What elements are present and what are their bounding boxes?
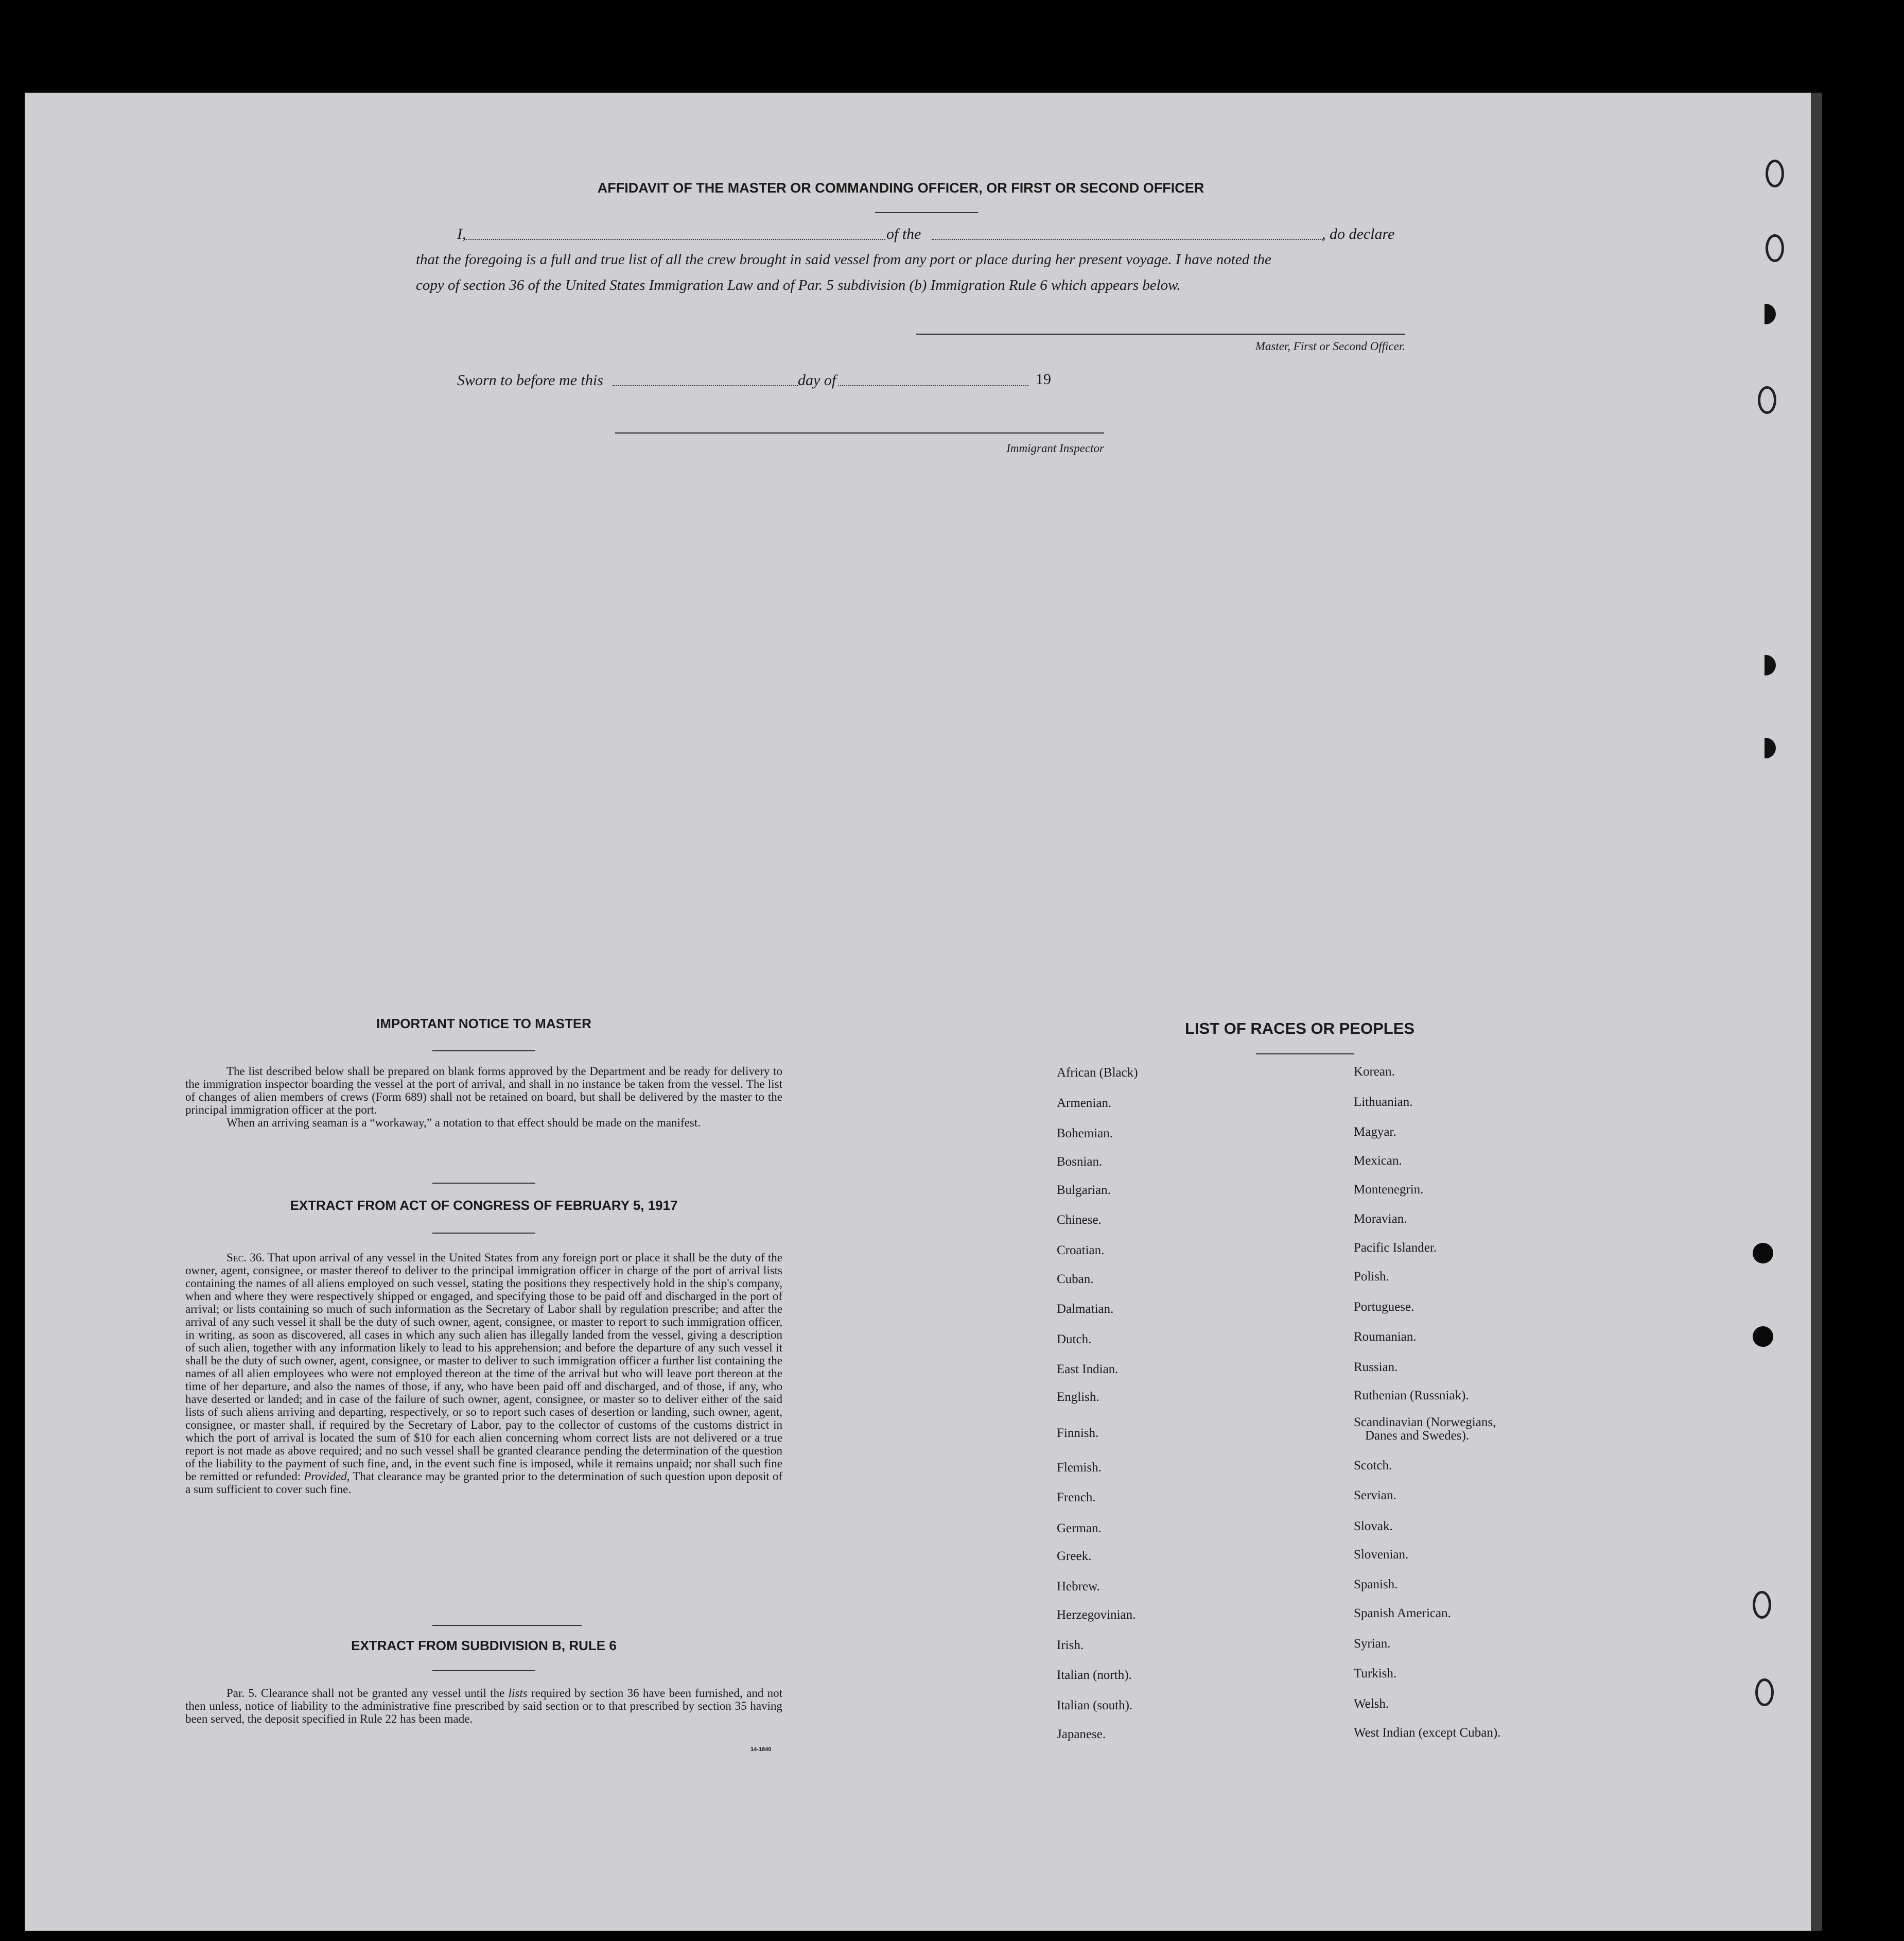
divider [432,1670,535,1671]
race-item: French. [1057,1491,1096,1504]
race-item: Lithuanian. [1354,1095,1413,1109]
race-item: Magyar. [1354,1125,1396,1139]
notice-paragraph: The list described below shall be prepared on blank forms approved by the Department and be ready for delivery to the immigration inspector boarding the vessel at the port of arrival, and shall in no instance be taken from the vessel. The list of changes of alien members of crews (Form 689) shall not be retained on board, but shall be delivered by the master to the principal immigration officer at the port. [185,1065,782,1116]
rule-title: EXTRACT FROM SUBDIVISION B, RULE 6 [351,1638,617,1653]
affidavit-title: AFFIDAVIT OF THE MASTER OR COMMANDING OFFICER, OR FIRST OR SECOND OFFICER [597,180,1204,196]
binder-hole [1755,1678,1774,1706]
race-item: Italian (north). [1057,1668,1132,1682]
binder-hole [1753,1243,1773,1263]
page-edge [1811,93,1822,1931]
race-item: Moravian. [1354,1212,1407,1226]
race-item: Bosnian. [1057,1155,1103,1169]
race-item: Russian. [1354,1360,1398,1374]
declare-label: , do declare [1322,226,1395,242]
race-item: Servian. [1354,1488,1396,1502]
inspector-signature-line[interactable] [615,432,1104,434]
binder-hole [1753,1591,1771,1619]
day-of-label: day of [798,372,836,389]
divider [1256,1053,1354,1054]
race-item: Cuban. [1057,1272,1094,1286]
race-item: Pacific Islander. [1354,1241,1437,1255]
affiant-label: I, [457,226,466,242]
race-item: Croatian. [1057,1243,1105,1257]
race-item: East Indian. [1057,1362,1119,1376]
race-item: Chinese. [1057,1213,1102,1227]
section-label: Sec. 36. [226,1251,265,1264]
race-item: Finnish. [1057,1426,1099,1440]
sworn-day-field[interactable] [613,385,798,386]
master-signature-label: Master, First or Second Officer. [1255,340,1405,353]
race-item: Hebrew. [1057,1580,1100,1593]
race-item: Korean. [1354,1065,1395,1079]
section-text-end: That clearance may be granted prior to the determination of such question upon deposit of a sum sufficient to cover such fine. [185,1470,782,1496]
notice-paragraph: When an arriving seaman is a “workaway,” a notation to that effect should be made on the manifest. [226,1116,701,1129]
binder-hole [1766,234,1784,262]
sworn-month-field[interactable] [838,385,1028,386]
act-title: EXTRACT FROM ACT OF CONGRESS OF FEBRUARY 5, 1917 [290,1198,678,1213]
divider [875,212,978,213]
notice-text [185,1065,782,1129]
form-page [25,93,1811,1931]
race-item: Flemish. [1057,1461,1102,1475]
race-item: Japanese. [1057,1727,1106,1741]
race-item: Mexican. [1354,1154,1402,1168]
race-item: Ruthenian (Russniak). [1354,1389,1469,1402]
rule-text-a: Par. 5. Clearance shall not be granted any vessel until the [226,1687,505,1700]
race-item: West Indian (except Cuban). [1354,1726,1501,1740]
section-text: That upon arrival of any vessel in the United States from any foreign port or place it shall be the duty of the owner, agent, consignee, or master thereof to deliver to the principal immigration officer in charge of the port of arrival lists containing the names of all aliens employed on such vessel, stating the positions they respectively hold in the ship's company, when and where they were respectively shipped or engaged, and specifying those to be paid off and discharged in the port of arrival; or lists containing so much of such information as the Secretary of Labor shall by regulation prescribe; and after the arrival of any such vessel it shall be the duty of such owner, agent, consignee, or master to report to such immigration officer, in writing, as soon as discovered, all cases in which any such alien has illegally landed from the vessel, giving a description of such alien, together with any information likely to lead to his apprehension; and before the departure of any such vessel it shall be the duty of such owner, agent, consignee, or master to deliver to such immigration officer a further list containing the names of all alien employees who were not employed thereon at the time of the arrival but who will leave port thereon at the time of her departure, and also the names of those, if any, who have been paid off and discharged, and of those, if any, who have deserted or landed; and in case of the failure of such owner, agent, consignee, or master so to deliver either of the said lists of such aliens arriving and departing, respectively, or so to report such cases of desertion or landing, such owner, agent, consignee, or master shall, if required by the Secretary of Labor, pay to the collector of customs of the customs district in which the port of arrival is located the sum of $10 for each alien concerning whom correct lists are not delivered or a true report is not made as above required; and no such vessel shall be granted clearance pending the determination of the question of the liability to the payment of such fine, and, in the event such fine is imposed, while it remains unpaid; nor shall such fine be remitted or refunded: [185,1251,782,1483]
binder-hole [1753,1326,1773,1347]
inspector-label: Immigrant Inspector [1006,442,1104,455]
race-item: Dutch. [1057,1332,1092,1346]
race-item: Scandinavian (Norwegians, [1354,1415,1496,1429]
vessel-label: of the [886,226,921,242]
form-number: 14-1840 [750,1746,772,1753]
divider [432,1233,535,1234]
race-item: Dalmatian. [1057,1302,1114,1316]
race-item: Polish. [1354,1270,1389,1284]
binder-hole [1766,160,1784,187]
year-label: 19 [1036,371,1051,388]
race-item: Herzegovinian. [1057,1608,1136,1622]
race-item: Italian (south). [1057,1699,1133,1712]
race-item: Slovak. [1354,1519,1393,1533]
binder-hole [1758,386,1776,414]
master-signature-line[interactable] [916,334,1405,335]
race-item: Spanish. [1354,1578,1398,1591]
sworn-label: Sworn to before me this [457,372,603,389]
race-item: Scotch. [1354,1459,1392,1472]
rule-text-b: required by section 36 have been furnished, and not then unless, notice of liability to the administrative fine prescribed by said section or to that prescribed by section 35 having been served, the deposit specified in Rule 22 has been made. [185,1687,783,1725]
race-item: Bulgarian. [1057,1183,1111,1197]
race-item: Danes and Swedes). [1365,1429,1470,1443]
affiant-name-field[interactable] [466,239,885,240]
race-item: Turkish. [1354,1667,1397,1680]
divider [432,1183,535,1184]
act-text [185,1251,782,1496]
race-item: Irish. [1057,1638,1084,1652]
race-item: German. [1057,1521,1102,1535]
race-item: Greek. [1057,1549,1092,1563]
race-item: Roumanian. [1354,1330,1417,1344]
races-title: LIST OF RACES OR PEOPLES [1184,1019,1415,1037]
divider [432,1625,582,1626]
vessel-name-field[interactable] [932,239,1323,240]
race-item: Syrian. [1354,1637,1391,1651]
race-item: Armenian. [1057,1096,1112,1110]
race-item: English. [1057,1390,1099,1404]
affidavit-body-line2: copy of section 36 of the United States Immigration Law and of Par. 5 subdivision (b) Immigration Rule 6 which appears below. [416,277,1181,293]
race-item: African (Black) [1057,1066,1138,1080]
affidavit-body-line1: that the foregoing is a full and true list of all the crew brought in said vessel from any port or place during her present voyage. I have noted the [416,251,1271,268]
race-item: Bohemian. [1057,1127,1113,1140]
race-item: Slovenian. [1354,1548,1409,1562]
divider [432,1050,535,1051]
lists-term: lists [508,1687,528,1700]
race-item: Spanish American. [1354,1606,1451,1620]
provided-term: Provided, [304,1470,350,1483]
race-item: Welsh. [1354,1697,1389,1711]
race-item: Montenegrin. [1354,1183,1424,1197]
race-item: Portuguese. [1354,1300,1414,1314]
notice-title: IMPORTANT NOTICE TO MASTER [376,1016,591,1031]
rule-text [185,1687,782,1725]
